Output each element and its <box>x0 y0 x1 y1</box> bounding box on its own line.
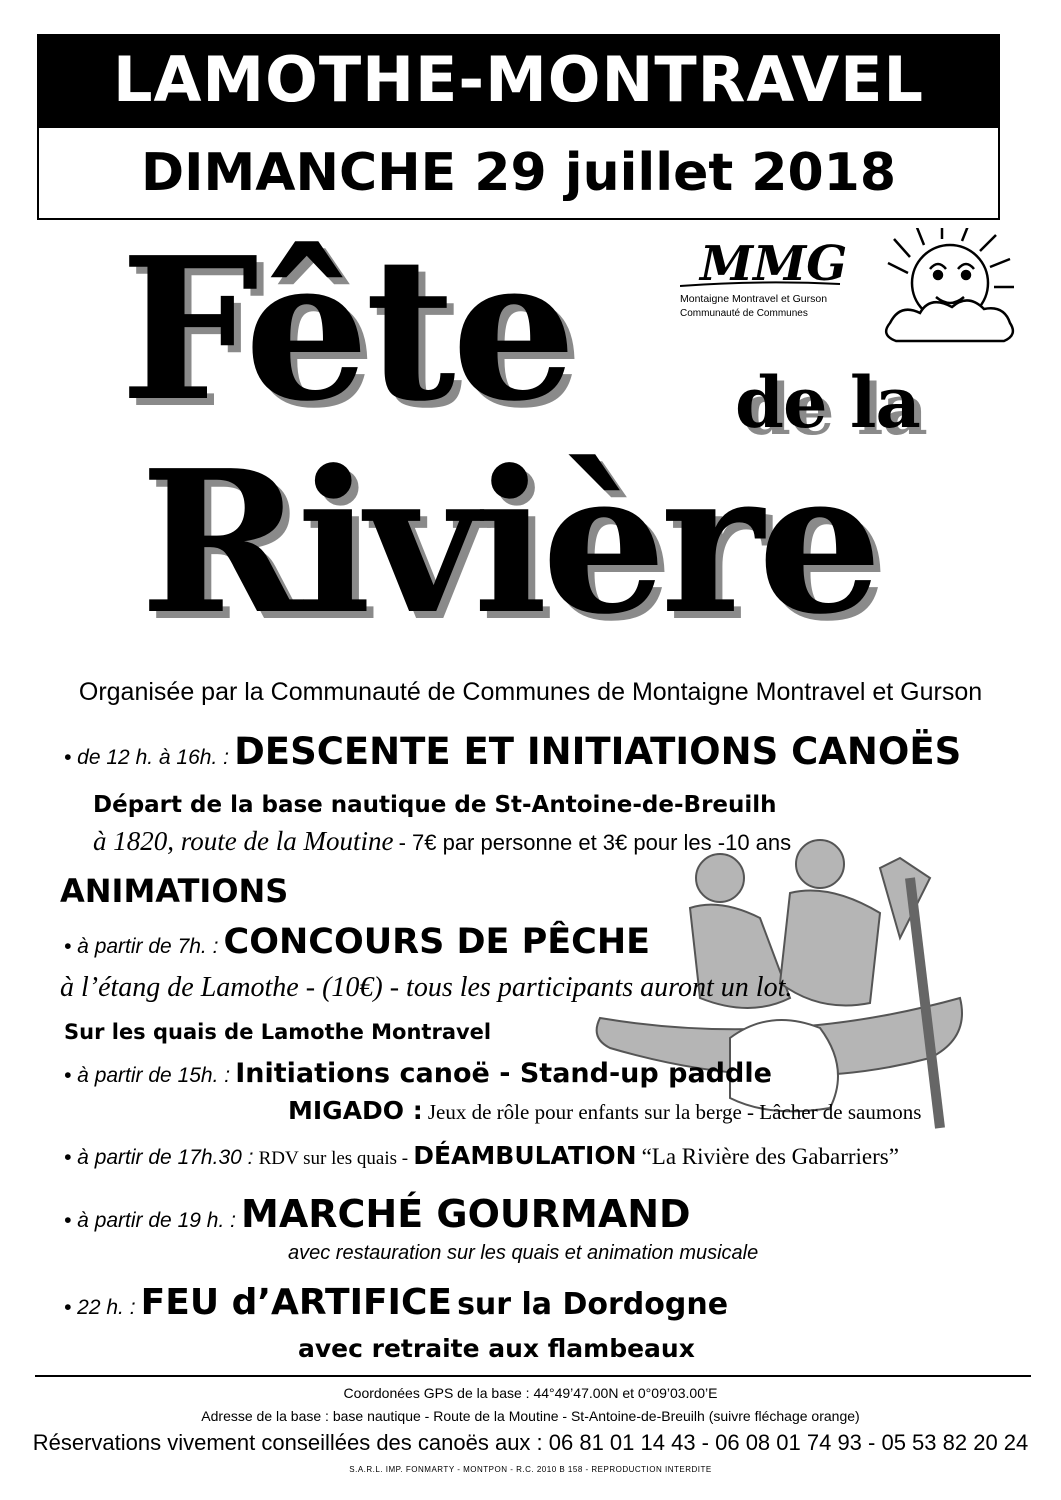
fireworks-place: sur la Dordogne <box>457 1287 729 1322</box>
animations-heading: ANIMATIONS <box>60 872 289 910</box>
footer-address: Adresse de la base : base nautique - Route de la Moutine - St-Antoine-de-Breuilh (suivre fléchage orange) <box>201 1408 860 1424</box>
fireworks-time: • 22 h. : <box>64 1296 136 1319</box>
parade-heading: DÉAMBULATION <box>413 1141 637 1170</box>
footer-divider <box>35 1375 1031 1377</box>
migado-detail: Jeux de rôle pour enfants sur la berge - Lâcher de saumons <box>427 1100 922 1124</box>
town-banner: LAMOTHE-MONTRAVEL <box>37 34 1000 126</box>
market-detail: avec restauration sur les quais et animation musicale <box>288 1242 759 1264</box>
mmg-logo <box>680 228 1020 358</box>
logo-line1: Montaigne Montravel et Gurson <box>680 293 828 305</box>
title-riviere: Rivière <box>140 428 877 658</box>
parade-name: “La Rivière des Gabarriers” <box>641 1144 899 1169</box>
event-date: DIMANCHE 29 juillet 2018 <box>37 126 1000 220</box>
logo-line2: Communauté de Communes <box>680 308 808 319</box>
footer-gps: Coordonées GPS de la base : 44°49’47.00N et 0°09’03.00’E <box>343 1385 718 1401</box>
market-heading: MARCHÉ GOURMAND <box>241 1192 691 1236</box>
title-fete: Fête <box>120 215 573 445</box>
fishing-time: • à partir de 7h. : <box>64 935 219 958</box>
sun-icon <box>680 228 1020 358</box>
market-time: • à partir de 19 h. : <box>64 1209 236 1232</box>
quays-heading: Sur les quais de Lamothe Montravel <box>64 1020 492 1044</box>
canoe-time: • de 12 h. à 16h. : <box>64 746 229 769</box>
canoe-row <box>64 730 961 773</box>
paddle-heading: Initiations canoë - Stand-up paddle <box>235 1058 772 1089</box>
fireworks-heading: FEU d’ARTIFICE <box>140 1282 452 1323</box>
parade-row <box>64 1141 899 1170</box>
canoe-address: à 1820, route de la Moutine <box>93 826 394 856</box>
parade-time: • à partir de 17h.30 : <box>64 1146 254 1169</box>
canoe-address-row <box>93 826 791 857</box>
fishing-detail: à l’étang de Lamothe - (10€) - tous les participants auront un lot. <box>60 972 793 1003</box>
migado-row <box>288 1096 921 1125</box>
canoe-departure: Départ de la base nautique de St-Antoine-de-Breuilh <box>93 792 777 818</box>
title-de-la: de la <box>735 361 920 444</box>
canoe-price: - 7€ par personne et 3€ pour les -10 ans <box>398 830 792 855</box>
canoe-heading: DESCENTE ET INITIATIONS CANOËS <box>234 730 962 773</box>
fireworks-detail: avec retraite aux flambeaux <box>298 1334 695 1363</box>
footer-reservations: Réservations vivement conseillées des canoës aux : 06 81 01 14 43 - 06 08 01 74 93 - 05 53 82 20 24 <box>32 1430 1029 1455</box>
logo-mark: MMG <box>700 236 848 292</box>
organiser-line: Organisée par la Communauté de Communes de Montaigne Montravel et Gurson <box>78 678 983 706</box>
market-row <box>64 1192 691 1236</box>
parade-rdv: RDV sur les quais - <box>258 1148 409 1169</box>
paddle-row <box>64 1058 772 1089</box>
fishing-heading: CONCOURS DE PÊCHE <box>223 922 651 962</box>
fireworks-row <box>64 1282 728 1323</box>
fishing-row <box>64 922 650 962</box>
migado-label: MIGADO : <box>288 1096 423 1125</box>
footer-printer: S.A.R.L. IMP. FONMARTY - MONTPON - R.C. 2010 B 158 - REPRODUCTION INTERDITE <box>349 1465 712 1474</box>
paddle-time: • à partir de 15h. : <box>64 1064 231 1087</box>
